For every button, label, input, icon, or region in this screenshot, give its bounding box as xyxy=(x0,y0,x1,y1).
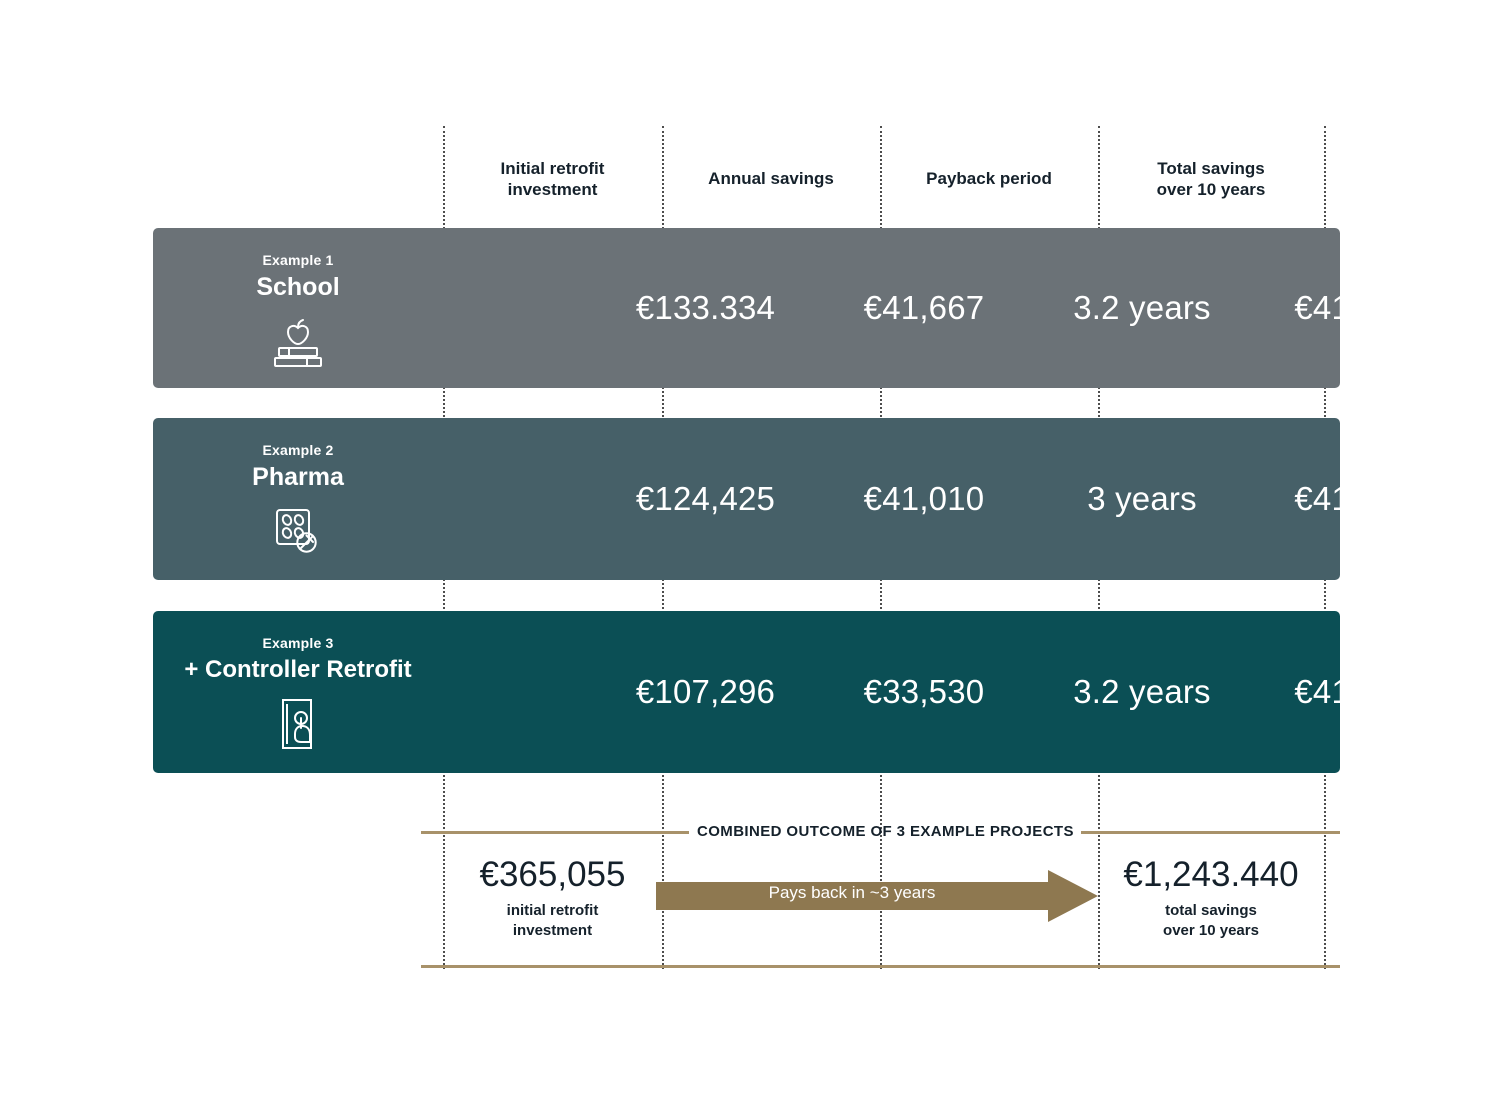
cell-initial-investment: €124,425 xyxy=(635,480,776,517)
combined-initial-investment xyxy=(443,856,662,941)
payback-arrow xyxy=(656,870,1098,922)
row-example-number: Example 1 xyxy=(262,252,334,268)
row-label-controller-retrofit xyxy=(153,611,443,773)
combined-initial-value: €365,055 xyxy=(479,855,626,894)
cell-payback-period: 3.2 years xyxy=(1073,673,1211,710)
combined-divider-left xyxy=(421,831,689,834)
row-title: Pharma xyxy=(252,463,344,491)
combined-total-caption xyxy=(1098,901,1324,942)
cell-annual-savings: €41,010 xyxy=(863,480,985,517)
caption-line1: initial retrofit xyxy=(506,901,599,919)
caption-line2: over 10 years xyxy=(1163,921,1259,939)
table-row xyxy=(153,228,1434,388)
row-label-school xyxy=(153,228,443,388)
caption-line1: total savings xyxy=(1165,901,1257,919)
cell-payback-period: 3 years xyxy=(1087,480,1197,517)
column-header-line1: Annual savings xyxy=(708,169,834,188)
combined-divider-right xyxy=(1081,831,1340,834)
cell-initial-investment: €107,296 xyxy=(635,673,776,710)
cell-annual-savings: €33,530 xyxy=(863,673,985,710)
column-header-annual-savings xyxy=(662,168,880,189)
cell-total-savings: €416,670 xyxy=(1294,673,1434,710)
row-label-pharma xyxy=(153,418,443,580)
column-header-initial-investment xyxy=(443,158,662,201)
column-header-total-savings xyxy=(1098,158,1324,201)
combined-total-savings xyxy=(1098,856,1324,941)
row-title: + Controller Retrofit xyxy=(184,656,412,683)
combined-total-value: €1,243.440 xyxy=(1123,855,1299,894)
column-header-line2: investment xyxy=(507,180,598,200)
cell-total-savings: €416,670 xyxy=(1294,289,1434,326)
cell-annual-savings: €41,667 xyxy=(863,289,985,326)
pills-icon xyxy=(265,502,331,564)
column-header-payback-period xyxy=(880,168,1098,189)
row-title: School xyxy=(256,273,340,301)
combined-initial-caption xyxy=(443,901,662,942)
cell-payback-period: 3.2 years xyxy=(1073,289,1211,326)
column-header-line1: Initial retrofit xyxy=(500,159,605,178)
table-row xyxy=(153,418,1434,580)
row-example-number: Example 2 xyxy=(262,442,334,458)
payback-arrow-label: Pays back in ~3 years xyxy=(768,883,936,902)
cell-initial-investment: €133.334 xyxy=(635,289,776,326)
apple-on-books-icon xyxy=(265,312,331,374)
caption-line2: investment xyxy=(512,921,593,939)
combined-outcome-title: COMBINED OUTCOME OF 3 EXAMPLE PROJECTS xyxy=(697,823,1074,840)
column-header-line2: over 10 years xyxy=(1156,180,1266,200)
table-row xyxy=(153,611,1434,773)
cell-total-savings: €410,100 xyxy=(1294,480,1434,517)
column-header-line1: Total savings xyxy=(1157,159,1265,178)
combined-bottom-rule xyxy=(421,965,1340,968)
row-example-number: Example 3 xyxy=(262,635,334,651)
column-header-line1: Payback period xyxy=(926,169,1052,188)
touch-controller-icon xyxy=(265,694,331,756)
